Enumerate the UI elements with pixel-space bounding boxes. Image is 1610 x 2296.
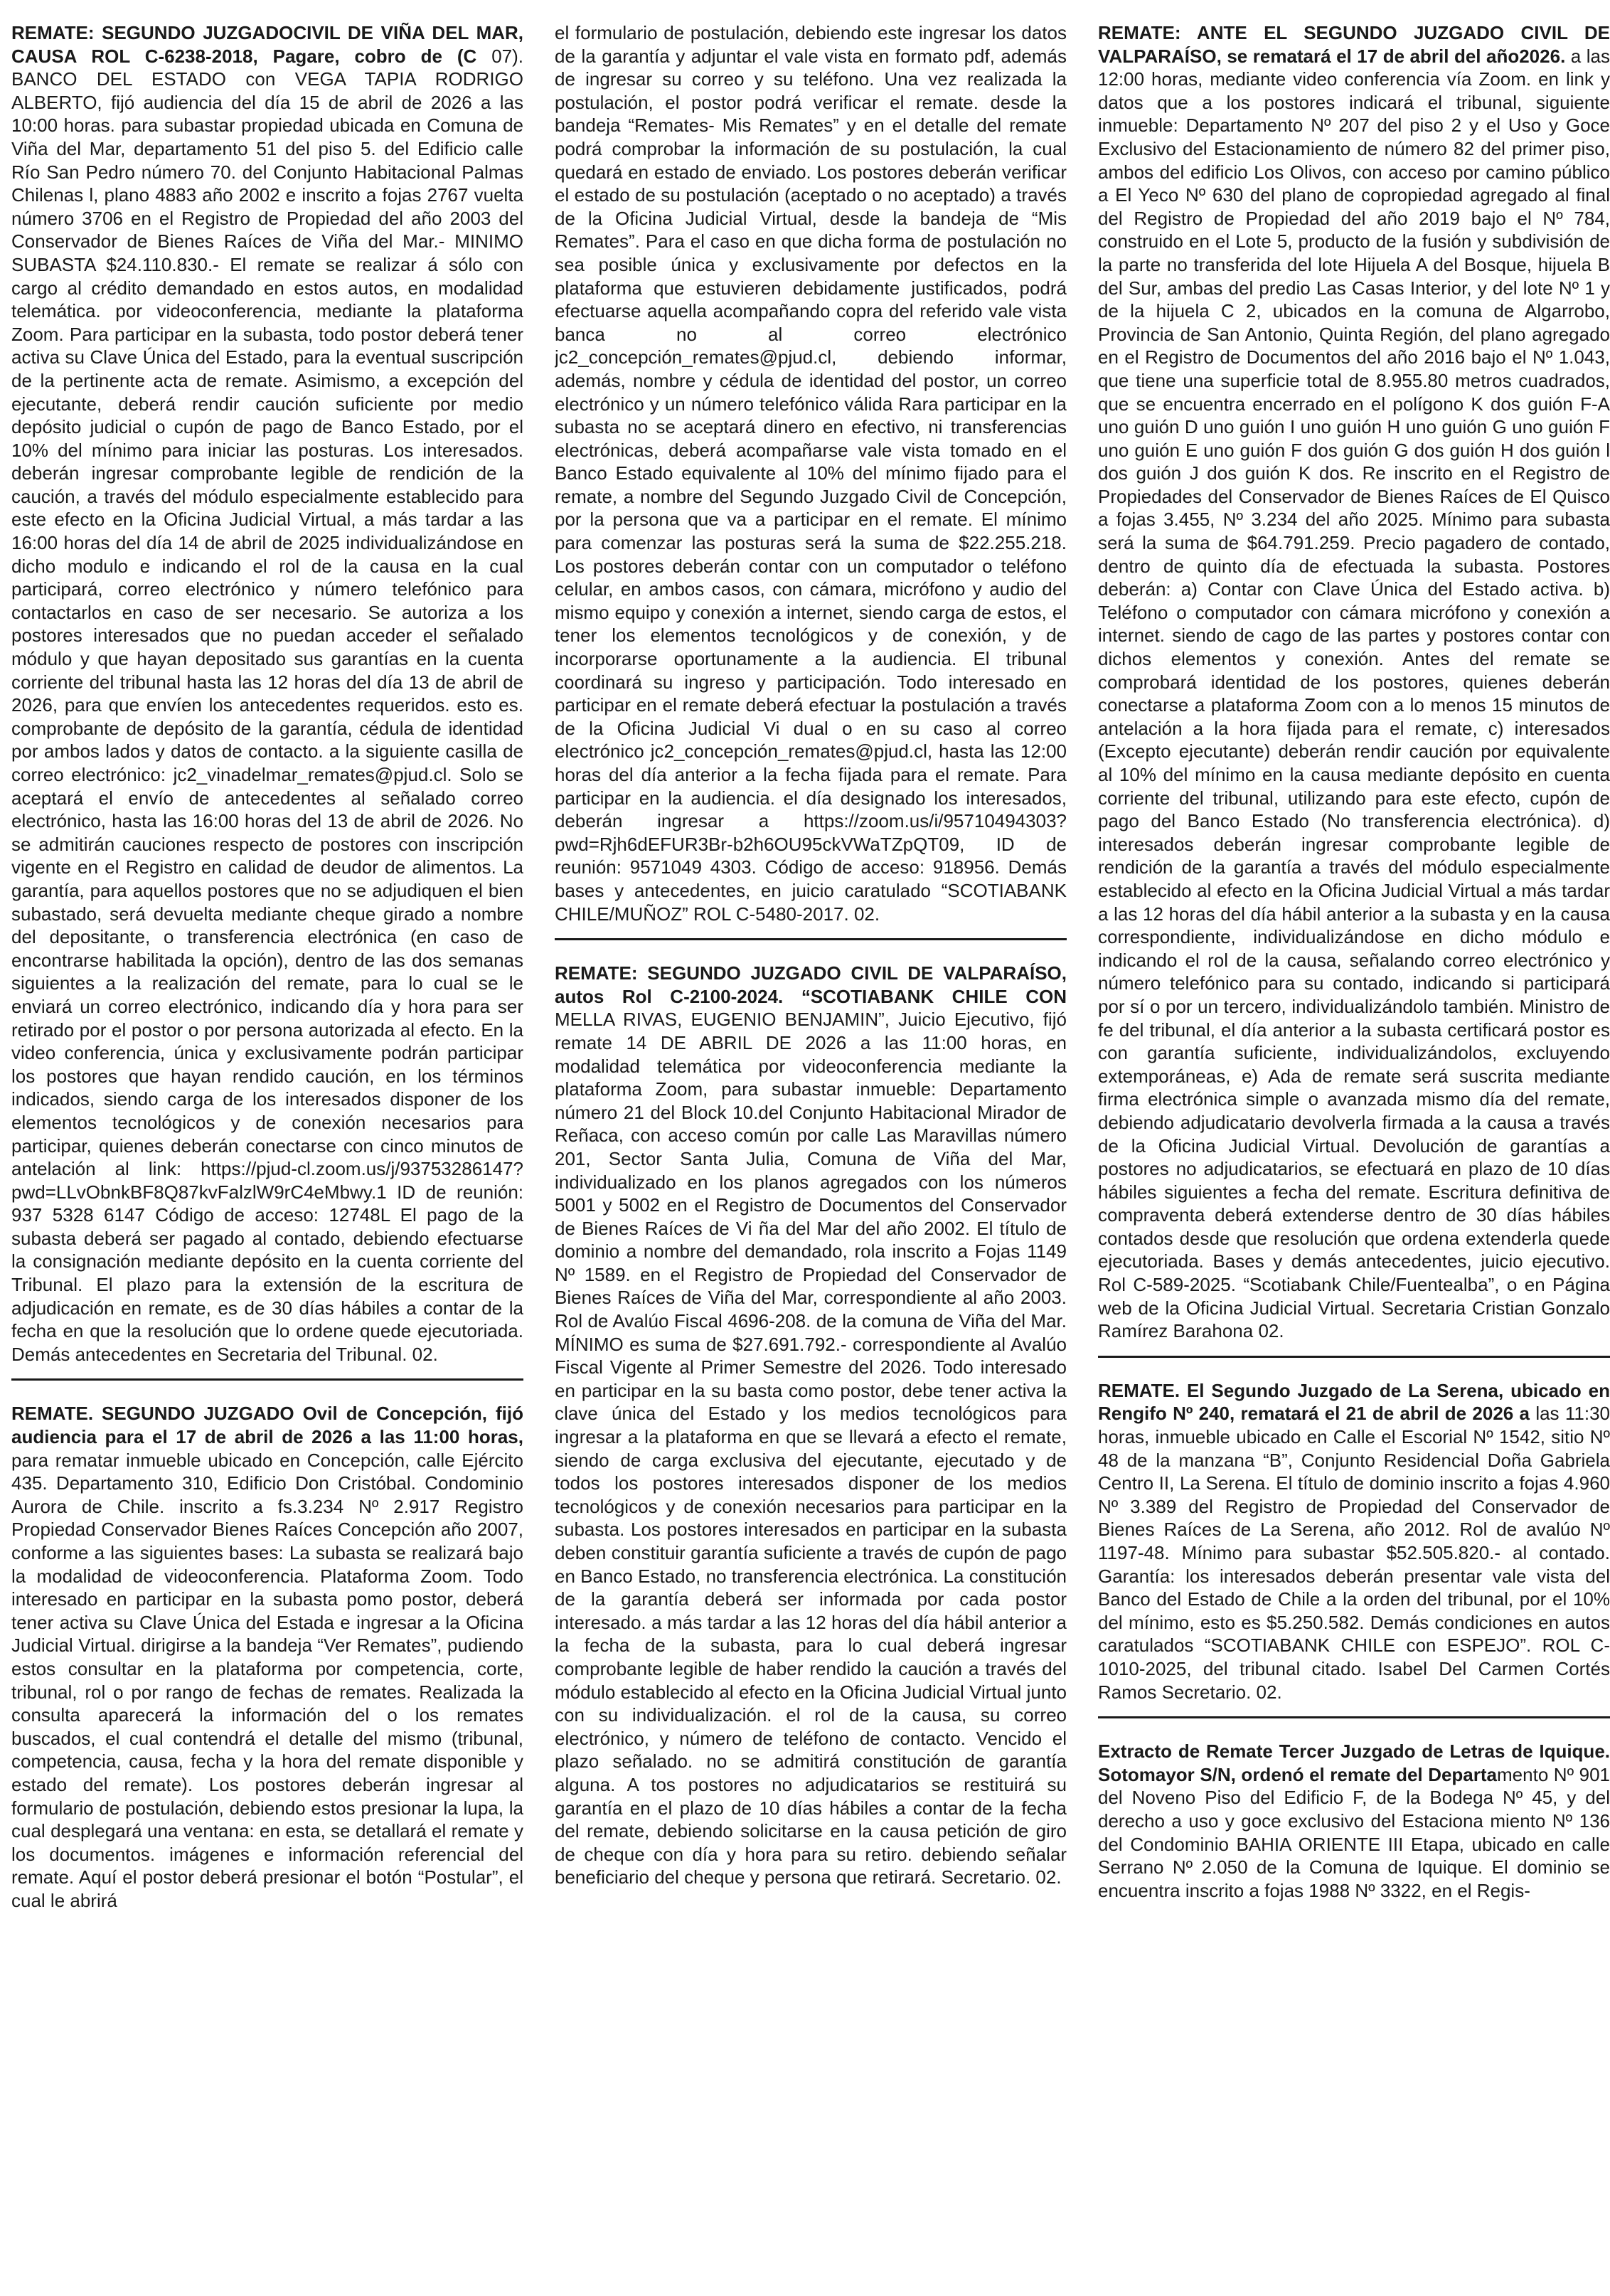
- notice-concepcion-continued: [555, 21, 1067, 925]
- notice-la-serena-espejo: [1098, 1379, 1610, 1704]
- notice-divider: [1098, 1356, 1610, 1358]
- notice-heading: REMATE: SEGUNDO JUZGADO CIVIL DE VALPARAÍSO, autos Rol C-2100-2024. “SCOTIABANK CHILE CON: [555, 962, 1067, 1007]
- notice-heading: REMATE: SEGUNDO JUZGADOCIVIL DE VIÑA DEL MAR, CAUSA ROL C-6238-2018, Pagare, cobro de (C: [11, 22, 523, 67]
- notice-heading: REMATE. El Segundo Juzgado de La Serena, ubicado en Rengifo Nº 240, rematará el 21 de abril de 2026 a: [1098, 1379, 1610, 1425]
- notice-body: MELLA RIVAS, EUGENIO BENJAMIN”, Juicio Ejecutivo, fijó remate 14 DE ABRIL DE 2026 a las 11:00 horas, en modalidad telemática por videoconferencia mediante la plataforma Zoom, para subastar inmueble: Departamento número 21 del Block 10.del Conjunto Habitacional Mirador de Reñaca, con acceso común por calle Las Maravillas número 201, Sector Santa Julia, Comuna de Viña del Mar, individualizado en los planos agregados con los números 5001 y 5002 en el Registro de Documentos del Conservador de Bienes Raíces de Vi ña del Mar del año 2002. El título de dominio a nombre del demandado, rola inscrito a Fojas 1149 Nº 1589. en el Registro de Propiedad del Conservador de Bienes Raíces de Viña del Mar, correspondiente al año 2003. Rol de Avalúo Fiscal 4696-208. de la comuna de Viña del Mar. MÍNIMO es suma de $27.691.792.- correspondiente al Avalúo Fiscal Vigente al Primer Semestre del 2026. Todo interesado en participar en la su basta como postor, debe tener activa la clave única del Estado y los medios tecnológicos para ingresar a la plataforma en que se llevará a efecto el remate, siendo de carga exclusiva del ejecutante, ejecutado y de todos los postores interesados disponer de los medios tecnológicos y de conexión necesarios para participar en la subasta. Los postores interesados en participar en la subasta deben constituir garantía suficiente a través de cupón de pago en Banco Estado, no transferencia electrónica. La constitución de la garantía deberá ser informada por cada postor interesado. a más tardar a las 12 horas del día hábil anterior a la fecha de la subasta, para lo cual deberá ingresar comprobante legible de haber rendido la caución a través del módulo establecido al efecto en la Oficina Judicial Virtual junto con su individualización. el rol de la causa, su correo electrónico, y número de teléfono de contacto. Vencido el plazo señalado. no se admitirá constitución de garantía alguna. A tos postores no adjudicatarios se restituirá su garantía en el plazo de 10 días hábiles a contar de la fecha del remate, debiendo solicitarse en la causa petición de giro de cheque con día y hora para su retiro. debiendo señalar beneficiario del cheque y persona que retirará. Secretario. 02.: [555, 1009, 1067, 1888]
- notice-valparaiso-mella-rivas: [555, 962, 1067, 1889]
- notice-body: 07). BANCO DEL ESTADO con VEGA TAPIA RODRIGO ALBERTO, fijó audiencia del día 15 de abril de 2026 a las 10:00 horas. para subastar propiedad ubicada en Comuna de Viña del Mar, departamento 51 del piso 5. del Edificio calle Río San Pedro número 70. del Conjunto Habitacional Palmas Chilenas l, plano 4883 año 2002 e inscrito a fojas 2767 vuelta número 3706 en el Registro de Propiedad del año 2003 del Conservador de Bienes Raíces de Viña del Mar.- MINIMO SUBASTA $24.110.830.- El remate se realizar á sólo con cargo al crédito demandado en estos autos, en modalidad telemática. por videoconferencia, mediante la plataforma Zoom. Para participar en la subasta, todo postor deberá tener activa su Clave Única del Estado, para la eventual suscripción de la pertinente acta de remate. Asimismo, a excepción del ejecutante, deberá rendir caución suficiente por medio depósito judicial o cupón de pago de Banco Estado, por el 10% del mínimo para iniciar las posturas. Los interesados. deberán ingresar comprobante legible de rendición de la caución, a través del módulo especialmente establecido para este efecto en la Oficina Judicial Virtual, a más tardar a las 16:00 horas del día 14 de abril de 2025 individualizándose en dicho modulo e indicando el rol de la causa en la cual participará, correo electrónico y número telefónico para contactarlos en caso de ser necesario. Se autoriza a los postores interesados que no puedan acceder el señalado módulo y que hayan depositado sus garantías en la cuenta corriente del tribunal hasta las 12 horas del día 13 de abril de 2026, para que envíen los antecedentes requeridos. esto es. comprobante de depósito de la garantía, cédula de identidad por ambos lados y datos de contacto. a la siguiente casilla de correo electrónico: jc2_vinadelmar_remates@pjud.cl. Solo se aceptará el envío de antecedentes al señalado correo electrónico, hasta las 16:00 horas del 13 de abril de 2026. No se admitirán cauciones respecto de postores con inscripción vigente en el Registro en calidad de deudor de alimentos. La garantía, para aquellos postores que no se adjudiquen el bien subastado, será devuelta mediante cheque girado a nombre del depositante, o transferencia electrónica (en caso de encontrarse habilitada la opción), dentro de las dos semanas siguientes a la realización del remate, para lo cual se le enviará un correo electrónico, indicando día y hora para ser retirado por el postor o por persona autorizada al efecto. En la video conferencia, única y exclusivamente podrán participar los postores que hayan rendido caución, en los términos indicados, siendo carga de los interesados disponer de los elementos tecnológicos y de conexión necesarios para participar, quienes deberán conectarse con cinco minutos de antelación al link: https://pjud-cl.zoom.us/j/93753286147?pwd=LLvObnkBF8Q87kvFalzlW9rC4eMbwy.1 ID de reunión: 937 5328 6147 Código de acceso: 12748L El pago de la subasta deberá ser pagado al contado, debiendo efectuarse la consignación mediante depósito en la cuenta corriente del Tribunal. El plazo para la extensión de la escritura de adjudicación en remate, es de 30 días hábiles a contar de la fecha en que la resolución que lo ordene quede ejecutoriada. Demás antecedentes en Secretaria del Tribunal. 02.: [11, 45, 523, 1365]
- notice-heading: REMATE: ANTE EL SEGUNDO JUZGADO CIVIL DE VALPARAÍSO, se rematará el 17 de abril del año2026.: [1098, 22, 1610, 67]
- notice-body: para rematar inmueble ubicado en Concepción, calle Ejército 435. Departamento 310, Edificio Don Cristóbal. Condominio Aurora de Chile. inscrito a fs.3.234 Nº 2.917 Registro Propiedad Conservador Bienes Raíces Concepción año 2007, conforme a las siguientes bases: La subasta se realizará bajo la modalidad de videoconferencia. Plataforma Zoom. Todo interesado en participar en la subasta pomo postor, deberá tener activa su Clave Única del Estada e ingresar a la Oficina Judicial Virtual. dirigirse a la bandeja “Ver Remates”, pudiendo estos consultar en la plataforma por competencia, corte, tribunal, rol o por rango de fechas de remates. Realizada la consulta aparecerá la información del o los remates buscados, el cual contendrá el detalle del mismo (tribunal, competencia, causa, fecha y la hora del remate disponible y estado del remate). Los postores deberán ingresar al formulario de postulación, debiendo estos presionar la lupa, la cual desplegará una ventana: en esta, se detallará el remate y los documentos. imágenes e información referencial del remate. Aquí el postor deberá presionar el botón “Postular”, el cual le abrirá: [11, 1449, 523, 1911]
- column-2: [555, 21, 1067, 2283]
- notice-text: [1098, 1740, 1610, 1902]
- notice-body: el formulario de postulación, debiendo este ingresar los datos de la garantía y adjuntar el vale vista en formato pdf, además de ingresar su correo y su teléfono. Una vez realizada la postulación, el postor podrá verificar el remate. desde la bandeja “Remates- Mis Remates” y en el detalle del remate podrá comprobar la información de su postulación, la cual quedará en estado de enviado. Los postores deberán verificar el estado de su postulación (aceptado o no aceptado) a través de la Oficina Judicial Virtual, desde la bandeja de “Mis Remates”. Para el caso en que dicha forma de postulación no sea posible única y exclusivamente por defectos en la plataforma que estuvieren debidamente justificados, podrá efectuarse aquella acompañando copra del referido vale vista banca no al correo electrónico jc2_concepción_remates@pjud.cl, debiendo informar, además, nombre y cédula de identidad del postor, un correo electrónico y un número telefónico válida Rara participar en la subasta no se aceptará dinero en efectivo, ni transferencias electrónicas, deberá acompañarse vale vista tomado en el Banco Estado equivalente al 10% del mínimo fijado para el remate, a nombre del Segundo Juzgado Civil de Concepción, por la persona que va a participar en el remate. El mínimo para comenzar las posturas será la suma de $22.255.218. Los postores deberán contar con un computador o teléfono celular, en ambos casos, con cámara, micrófono y audio del mismo equipo y conexión a internet, siendo carga de estos, el tener los elementos tecnológicos y de conexión, y de incorporarse oportunamente a la audiencia. El tribunal coordinará su ingreso y participación. Todo interesado en participar en el remate deberá efectuar la postulación a través de la Oficina Judicial Vi dual o en su caso al correo electrónico jc2_concepción_remates@pjud.cl, hasta las 12:00 horas del día anterior a la fecha fijada para el remate. Para participar en la audiencia. el día designado los interesados, deberán ingresar a https://zoom.us/i/95710494303?pwd=Rjh6dEFUR3Br-b2h6OU95ckVWaTZpQT09, ID de reunión: 9571049 4303. Código de acceso: 918956. Demás bases y antecedentes, en juicio caratulado “SCOTIABANK CHILE/MUÑOZ” ROL C-5480-2017. 02.: [555, 22, 1067, 925]
- notice-divider: [11, 1378, 523, 1381]
- notice-text: [1098, 21, 1610, 1343]
- notice-text: [555, 21, 1067, 925]
- notice-text: [555, 962, 1067, 1889]
- notice-concepcion-ejercito: [11, 1402, 523, 1912]
- notice-divider: [555, 938, 1067, 940]
- notice-valparaiso-algarrobo: [1098, 21, 1610, 1343]
- column-3: [1098, 21, 1610, 2283]
- column-1: [11, 21, 523, 2283]
- notice-vina-del-mar-vega-tapia: [11, 21, 523, 1366]
- notice-iquique-bahia-oriente: [1098, 1740, 1610, 1902]
- notice-text: [11, 21, 523, 1366]
- notice-body: mento Nº 901 del Noveno Piso del Edificio F, de la Bodega Nº 45, y del derecho a uso y goce exclusivo del Estaciona miento Nº 136 del Condominio BAHIA ORIENTE III Etapa, ubicado en calle Serrano Nº 2.050 de la Comuna de Iquique. El dominio se encuentra inscrito a fojas 1988 Nº 3322, en el Regis-: [1098, 1763, 1610, 1901]
- notice-body: las 11:30 horas, inmueble ubicado en Calle el Escorial Nº 1542, sitio Nº 48 de la manzana “B”, Conjunto Residencial Doña Gabriela Centro II, La Serena. El título de dominio inscrito a fojas 4.960 Nº 3.389 del Registro de Propiedad del Conservador de Bienes Raíces de La Serena, año 2012. Rol de avalúo Nº 1197-48. Mínimo para subastar $52.505.820.- al contado. Garantía: los interesados deberán presentar vale vista del Banco del Estado de Chile a la orden del tribunal, por el 10% del mínimo, esto es $5.250.582. Demás condiciones en autos caratulados “SCOTIABANK CHILE con ESPEJO”. ROL C-1010-2025, del tribunal citado. Isabel Del Carmen Cortés Ramos Secretario. 02.: [1098, 1403, 1610, 1703]
- notice-heading: REMATE. SEGUNDO JUZGADO Ovil de Concepción, fijó audiencia para el 17 de abril de 2026 a las 11:00 horas,: [11, 1403, 523, 1448]
- notice-text: [1098, 1379, 1610, 1704]
- notice-divider: [1098, 1716, 1610, 1718]
- notice-body: a las 12:00 horas, mediante video conferencia vía Zoom. en link y datos que a los postores indicará el tribunal, siguiente inmueble: Departamento Nº 207 del piso 2 y el Uso y Goce Exclusivo del Estacionamiento de número 82 del primer piso, ambos del edificio Los Olivos, con acceso por camino público a El Yeco Nº 630 del plano de copropiedad agregado al final del Registro de Propiedad del año 2019 bajo el Nº 784, construido en el Lote 5, producto de la fusión y subdivisión de la parte no transferida del lote Hijuela A del Bosque, hijuela B del Sur, ambas del predio Las Casas Interior, y del lote Nº 1 y de la hijuela C 2, ubicados en la comuna de Algarrobo, Provincia de San Antonio, Quinta Región, del plano agregado en el Registro de Documentos del año 2016 bajo el Nº 1.043, que tiene una superficie total de 8.955.80 metros cuadrados, que se encuentra encerrado en el polígono K dos guión F-A uno guión D uno guión I uno guión H uno guión G uno guión F uno guión E uno guión F dos guión G dos guión H dos guión l dos guión J dos guión K dos. Re inscrito en el Registro de Propiedades del Conservador de Bienes Raíces de El Quisco a fojas 3.455, Nº 3.234 del año 2025. Mínimo para subasta será la suma de $64.791.259. Precio pagadero de contado, dentro de quinto día de efectuada la subasta. Postores deberán: a) Contar con Clave Única del Estado activa. b) Teléfono o computador con cámara micrófono y conexión a internet. siendo de cago de las partes y postores contar con dichos elementos y conexión. Antes del remate se comprobará identidad de los postores, quienes deberán conectarse a plataforma Zoom con a lo menos 15 minutos de antelación a la hora fijada para el remate, c) interesados (Excepto ejecutante) deberán rendir caución por equivalente al 10% del mínimo en la causa mediante depósito en cuenta corriente del tribunal, utilizando para este efecto, cupón de pago del Banco Estado (No transferencia electrónica). d) interesados deberán ingresar comprobante legible de rendición de la garantía a través del módulo especialmente establecido al efecto en la Oficina Judicial Virtual a más tardar a las 12 horas del día hábil anterior a la subasta y en la causa correspondiente, individualizándose en dicho módulo e indicando el rol de la causa, señalando correo electrónico y número telefónico para su contado, indicando si participará por sí o por un tercero, individualizándolo también. Ministro de fe del tribunal, el día anterior a la subasta certificará postor es con garantía suficiente, individualizándolos, excluyendo extemporáneas, e) Ada de remate será suscrita mediante firma electrónica simple o avanzada mismo día del remate, debiendo adjudicatario devolverla firmada a la causa a través de la Oficina Judicial Virtual. Devolución de garantías a postores no adjudicatarios, se efectuará en plazo de 10 días hábiles siguientes a fecha del remate. Escritura definitiva de compraventa deberá extenderse dentro de 30 días hábiles contados desde que resolución que ordena extenderla quede ejecutoriada. Bases y demás antecedentes, juicio ejecutivo. Rol C-589-2025. “Scotiabank Chile/Fuentealba”, o en Página web de la Oficina Judicial Virtual. Secretaria Cristian Gonzalo Ramírez Barahona 02.: [1098, 45, 1610, 1342]
- notice-heading: Extracto de Remate Tercer Juzgado de Letras de Iquique. Sotomayor S/N, ordenó el remate del Departa: [1098, 1740, 1610, 1785]
- notice-text: [11, 1402, 523, 1912]
